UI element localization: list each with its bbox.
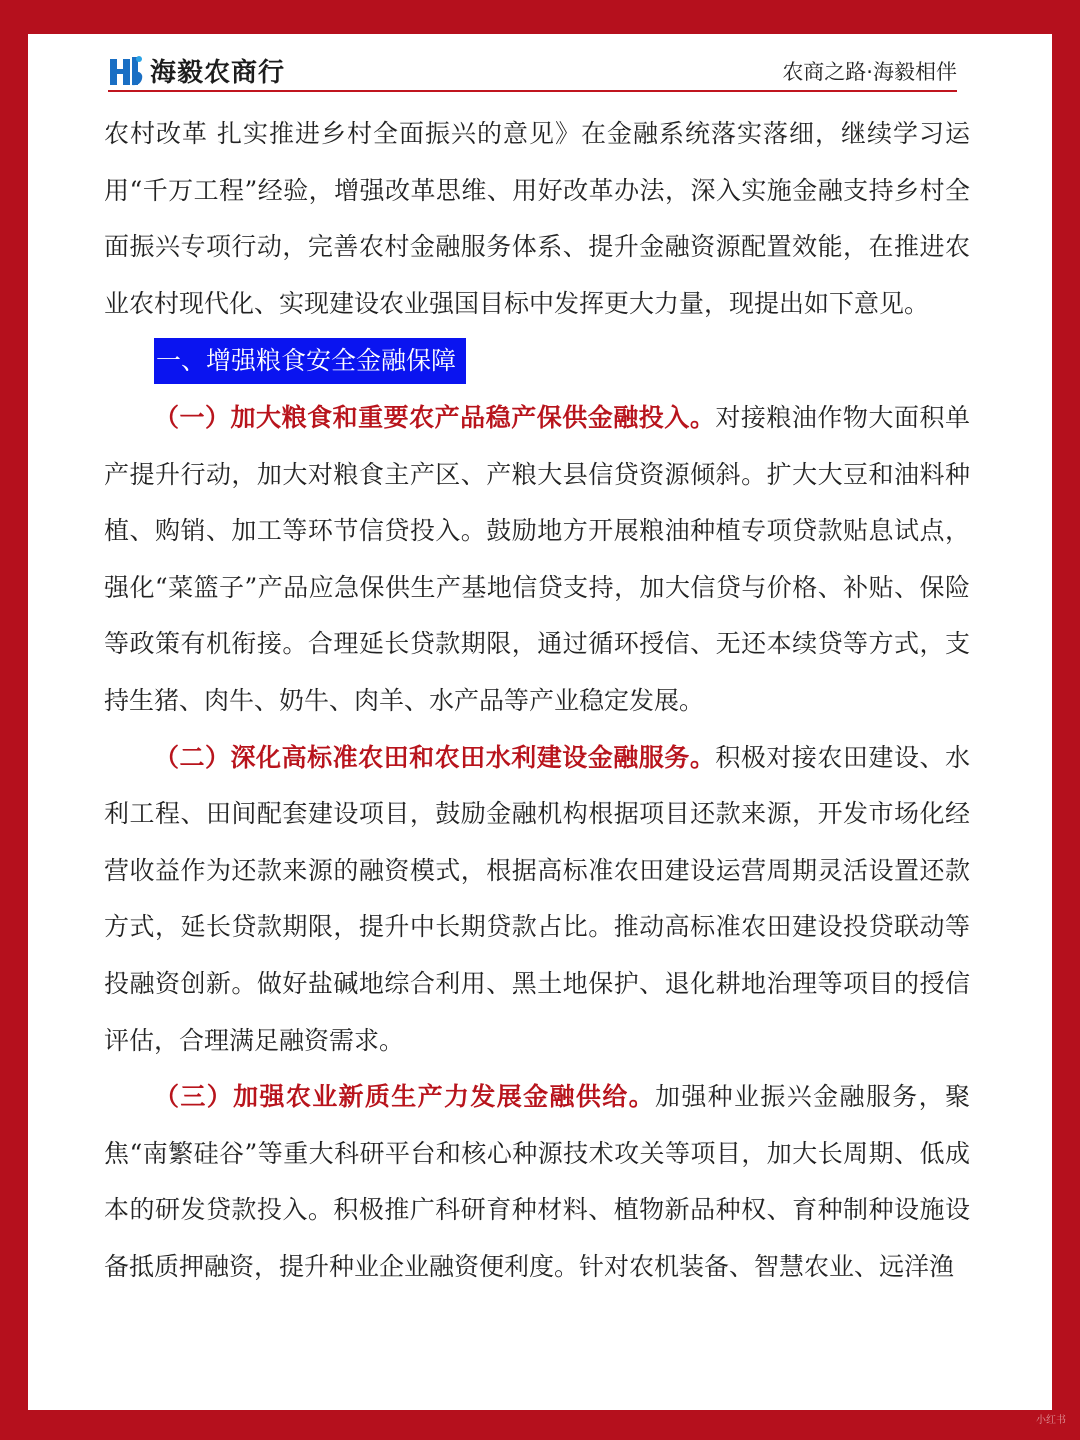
paragraph-item-1 [104,390,970,730]
document-page [28,34,1052,1410]
bank-logo [108,52,285,89]
document-body [104,106,970,1295]
watermark: 小红书 [1036,1415,1066,1426]
item-title: （二）深化高标准农田和农田水利建设金融服务。 [154,742,716,772]
bank-logo-icon [108,53,144,89]
item-text: 加强种业振兴金融服务，聚焦“南繁硅谷”等重大科研平台和核心种源技术攻关等项目，加大长周期、低成本的研发贷款投入。积极推广科研育种材料、植物新品种权、育种制种设施设备抵质押融资，提升种业企业融资便利度。针对农机装备、智慧农业、远洋渔 [104,1082,970,1281]
logo-text: 海毅农商行 [150,58,286,88]
section-heading: 一、增强粮食安全金融保障 [154,338,466,384]
intro-paragraph: 农村改革 扎实推进乡村全面振兴的意见》在金融系统落实落细，继续学习运用“千万工程”经验，增强改革思维、用好改革办法，深入实施金融支持乡村全面振兴专项行动，完善农村金融服务体系、提升金融资源配置效能，在推进农业农村现代化、实现建设农业强国目标中发挥更大力量，现提出如下意见。 [104,119,970,318]
item-title: （三）加强农业新质生产力发展金融供给。 [154,1082,655,1112]
header-slogan: 农商之路·海毅相伴 [782,60,957,84]
item-text: 积极对接农田建设、水利工程、田间配套建设项目，鼓励金融机构根据项目还款来源，开发市场化经营收益作为还款来源的融资模式，根据高标准农田建设运营周期灵活设置还款方式，延长贷款期限，提升中长期贷款占比。推动高标准农田建设投贷联动等投融资创新。做好盐碱地综合利用、黑土地保护、退化耕地治理等项目的授信评估，合理满足融资需求。 [104,742,970,1055]
paragraph-item-2 [104,730,970,1070]
item-text: 对接粮油作物大面积单产提升行动，加大对粮食主产区、产粮大县信贷资源倾斜。扩大大豆和油料种植、购销、加工等环节信贷投入。鼓励地方开展粮油种植专项贷款贴息试点，强化“菜篮子”产品应急保供生产基地信贷支持，加大信贷与价格、补贴、保险等政策有机衔接。合理延长贷款期限，通过循环授信、无还本续贷等方式，支持生猪、肉牛、奶牛、肉羊、水产品等产业稳定发展。 [104,402,970,715]
item-title: （一）加大粮食和重要农产品稳产保供金融投入。 [154,402,716,432]
page-header [108,50,957,92]
paragraph-item-3 [104,1069,970,1295]
